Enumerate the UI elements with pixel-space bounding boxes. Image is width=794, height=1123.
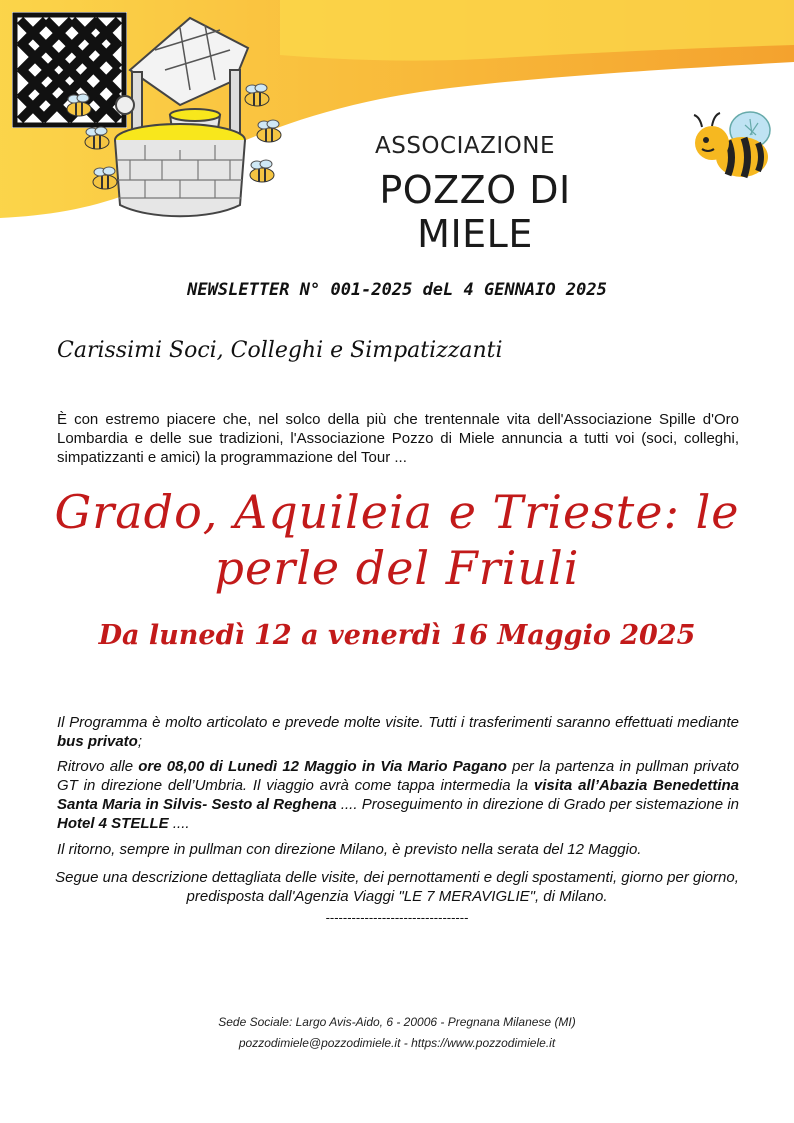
small-bee-icon — [240, 82, 274, 110]
program-bold: bus privato — [57, 733, 138, 750]
small-bee-icon — [80, 125, 114, 153]
header-banner — [0, 0, 794, 256]
program-bold: Hotel 4 STELLE — [57, 815, 169, 832]
program-text: per la partenza in pullman privato GT in direzione dell’Umbria. Il viaggio avrà come tappa intermedia la — [57, 758, 739, 794]
tour-title: Grado, Aquileia e Trieste: le perle del Friuli — [54, 485, 740, 595]
program-text: ; — [137, 733, 143, 750]
program-paragraph-1 — [57, 713, 739, 751]
program-text: .... — [168, 815, 190, 832]
separator: --------------------------------- — [325, 910, 469, 925]
footer-address: Sede Sociale: Largo Avis-Aido, 6 - 20006 - Pregnana Milanese (MI) — [218, 1015, 576, 1029]
program-text: Il Programma è molto articolato e prevede molte visite. Tutti i trasferimenti saranno effettuati mediante — [57, 714, 739, 731]
association-label: ASSOCIAZIONE — [375, 133, 555, 159]
footer-contacts: pozzodimiele@pozzodimiele.it - https://www.pozzodimiele.it — [238, 1036, 556, 1050]
association-name: POZZO DI MIELE — [379, 168, 571, 256]
program-text: Ritrovo alle — [57, 758, 139, 775]
newsletter-title: NEWSLETTER N° 001-2025 deL 4 GENNAIO 2025 — [187, 280, 607, 300]
greeting: Carissimi Soci, Colleghi e Simpatizzanti — [57, 338, 503, 363]
program-paragraph-3: Il ritorno, sempre in pullman con direzione Milano, è previsto nella serata del 12 Maggio. — [57, 841, 642, 858]
program-paragraph-2 — [57, 757, 739, 833]
tour-dates: Da lunedì 12 a venerdì 16 Maggio 2025 — [98, 620, 696, 651]
program-bold: ore 08,00 di Lunedì 12 Maggio in Via Mario Pagano — [138, 758, 507, 775]
small-bee-icon — [252, 118, 286, 146]
program-paragraph-4: Segue una descrizione dettagliata delle visite, dei pernottamenti e degli spostamenti, giorno per giorno, predisposta dall'Agenzia Viaggi "LE 7 MERAVIGLIE", di Milano. — [55, 869, 739, 905]
small-bee-icon — [62, 92, 96, 120]
program-text: .... Proseguimento in direzione di Grado per sistemazione in — [336, 796, 739, 813]
small-bee-icon — [88, 165, 122, 193]
bee-icon — [690, 105, 785, 185]
intro-paragraph: È con estremo piacere che, nel solco della più che trentennale vita dell'Associazione Spille d'Oro Lombardia e delle sue tradizioni, l'Associazione Pozzo di Miele annuncia a tutti voi (soci, colleghi, simpatizzanti e amici) la programmazione del Tour ... — [57, 411, 739, 466]
program-bold: visita all’Abazia Benedettina Santa Maria in Silvis- Sesto al Reghena — [57, 777, 739, 813]
small-bee-icon — [245, 158, 279, 186]
footer — [0, 1012, 794, 1054]
